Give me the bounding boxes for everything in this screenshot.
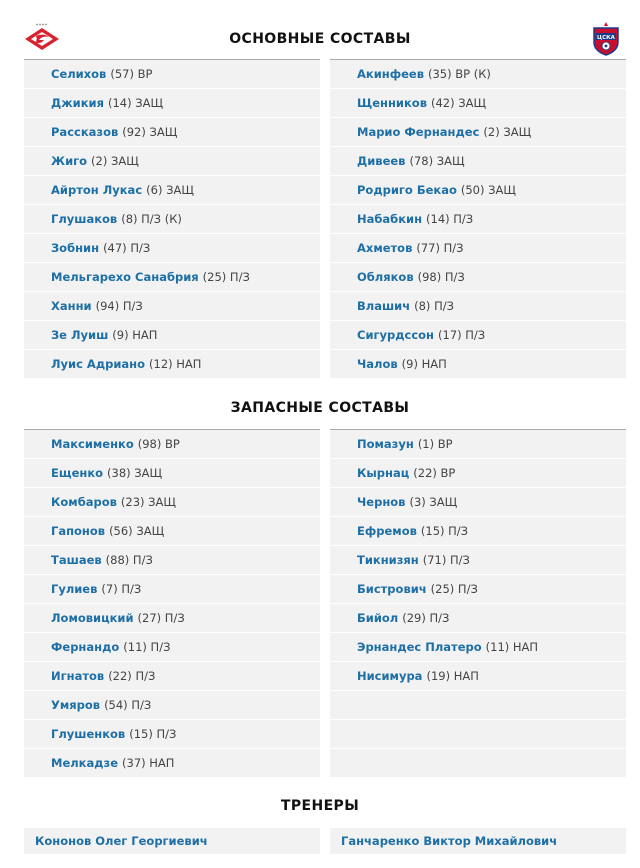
player-name-link[interactable]: Комбаров [51,495,117,509]
player-number-position: (57) ВР [110,67,153,81]
player-name-link[interactable]: Дивеев [357,154,406,168]
player-row [24,292,320,320]
player-row [330,350,626,378]
player-name-link[interactable]: Кырнац [357,466,410,480]
player-number-position: (35) ВР (К) [428,67,491,81]
player-number-position: (38) ЗАЩ [107,466,163,480]
player-number-position: (94) П/З [95,299,143,313]
player-row [24,662,320,690]
player-row [24,263,320,291]
player-number-position: (12) НАП [149,357,202,371]
player-row [330,662,626,690]
player-name-link[interactable]: Игнатов [51,669,105,683]
home-coach-link[interactable]: Кононов Олег Георгиевич [24,828,320,854]
player-row [24,749,320,777]
player-row [24,546,320,574]
player-number-position: (22) П/З [108,669,156,683]
player-row [24,430,320,458]
player-number-position: (11) П/З [123,640,171,654]
player-number-position: (9) НАП [401,357,447,371]
player-name-link[interactable]: Щенников [357,96,427,110]
player-name-link[interactable]: Марио Фернандес [357,125,480,139]
player-number-position: (15) П/З [129,727,177,741]
player-name-link[interactable]: Умяров [51,698,101,712]
player-name-link[interactable]: Сигурдссон [357,328,435,342]
player-number-position: (29) П/З [402,611,450,625]
player-number-position: (15) П/З [420,524,469,538]
player-number-position: (25) П/З [430,582,478,596]
starting-lineups-title: ОСНОВНЫЕ СОСТАВЫ [229,31,411,47]
player-row [330,205,626,233]
player-name-link[interactable]: Глушенков [51,727,126,741]
player-name-link[interactable]: Чалов [357,357,398,371]
player-number-position: (9) НАП [112,328,158,342]
player-row [24,517,320,545]
player-name-link[interactable]: Родриго Бекао [357,183,457,197]
player-name-link[interactable]: Бистрович [357,582,427,596]
player-name-link[interactable]: Ефремов [357,524,417,538]
player-name-link[interactable]: Глушаков [51,212,118,226]
player-row [24,118,320,146]
player-number-position: (71) П/З [422,553,470,567]
player-row [24,60,320,88]
player-row [330,234,626,262]
player-row [330,430,626,458]
player-row [330,459,626,487]
player-row [24,720,320,748]
player-row [330,292,626,320]
player-name-link[interactable]: Зобнин [51,241,100,255]
empty-row [330,720,626,748]
player-row [24,147,320,175]
away-starting-list [330,59,626,379]
player-number-position: (77) П/З [416,241,464,255]
player-number-position: (56) ЗАЩ [109,524,165,538]
player-row [330,60,626,88]
player-number-position: (42) ЗАЩ [430,96,487,110]
player-number-position: (50) ЗАЩ [460,183,516,197]
player-row [24,488,320,516]
player-number-position: (7) П/З [101,582,142,596]
player-name-link[interactable]: Фернандо [51,640,120,654]
player-number-position: (78) ЗАЩ [409,154,465,168]
player-row [24,691,320,719]
player-row [330,575,626,603]
player-name-link[interactable]: Нисимура [357,669,423,683]
player-row [24,205,320,233]
player-number-position: (11) НАП [485,640,539,654]
player-number-position: (1) ВР [417,437,453,451]
player-row [24,350,320,378]
home-starting-list [24,59,320,379]
player-number-position: (2) ЗАЩ [91,154,139,168]
player-name-link[interactable]: Бийол [357,611,399,625]
player-row [330,517,626,545]
svg-text:ЦСКА: ЦСКА [597,35,615,41]
player-number-position: (2) ЗАЩ [483,125,532,139]
player-number-position: (23) ЗАЩ [120,495,176,509]
empty-row [330,749,626,777]
player-name-link[interactable]: Мелкадзе [51,756,119,770]
substitutes-title: ЗАПАСНЫЕ СОСТАВЫ [230,400,410,416]
player-row [24,459,320,487]
player-name-link[interactable]: Максименко [51,437,134,451]
player-row [330,488,626,516]
player-name-link[interactable]: Айртон Лукас [51,183,143,197]
player-row [330,546,626,574]
player-number-position: (6) ЗАЩ [146,183,194,197]
player-number-position: (22) ВР [413,466,456,480]
player-name-link[interactable]: Тикнизян [357,553,419,567]
player-number-position: (17) П/З [438,328,486,342]
player-row [24,89,320,117]
player-name-link[interactable]: Луис Адриано [51,357,146,371]
player-number-position: (47) П/З [103,241,151,255]
player-number-position: (98) ВР [137,437,180,451]
player-row [24,176,320,204]
player-row [24,575,320,603]
player-name-link[interactable]: Ещенко [51,466,104,480]
player-row [24,633,320,661]
player-name-link[interactable]: Мельгарехо Санабрия [51,270,199,284]
player-number-position: (37) НАП [122,756,175,770]
player-name-link[interactable]: Гапонов [51,524,106,538]
player-name-link[interactable]: Ташаев [51,553,102,567]
player-name-link[interactable]: Селихов [51,67,107,81]
player-number-position: (54) П/З [104,698,152,712]
player-name-link[interactable]: Ахметов [357,241,413,255]
player-number-position: (14) П/З [426,212,474,226]
player-row [330,263,626,291]
player-row [24,321,320,349]
player-row [330,89,626,117]
player-name-link[interactable]: Эрнандес Платеро [357,640,482,654]
player-name-link[interactable]: Ломовицкий [51,611,134,625]
player-name-link[interactable]: Зе Луиш [51,328,109,342]
player-row [24,234,320,262]
player-name-link[interactable]: Рассказов [51,125,119,139]
home-subs-list [24,429,320,778]
player-name-link[interactable]: Джикия [51,96,104,110]
player-number-position: (14) ЗАЩ [108,96,164,110]
player-number-position: (92) ЗАЩ [122,125,178,139]
player-number-position: (25) П/З [202,270,250,284]
player-number-position: (98) П/З [417,270,465,284]
player-row [24,604,320,632]
player-name-link[interactable]: Чернов [357,495,406,509]
player-row [330,147,626,175]
player-name-link[interactable]: Жиго [51,154,88,168]
player-name-link[interactable]: Ханни [51,299,92,313]
player-number-position: (8) П/З [414,299,454,313]
player-number-position: (3) ЗАЩ [409,495,458,509]
player-name-link[interactable]: Гулиев [51,582,98,596]
player-name-link[interactable]: Помазун [357,437,414,451]
player-row [330,633,626,661]
player-number-position: (88) П/З [105,553,153,567]
away-subs-list [330,429,626,778]
player-number-position: (27) П/З [137,611,185,625]
coaches-title: ТРЕНЕРЫ [280,798,360,814]
player-name-link[interactable]: Набабкин [357,212,423,226]
away-coach-link[interactable]: Ганчаренко Виктор Михайлович [330,828,626,854]
player-row [330,604,626,632]
player-name-link[interactable]: Обляков [357,270,414,284]
player-name-link[interactable]: Влашич [357,299,411,313]
player-name-link[interactable]: Акинфеев [357,67,424,81]
player-row [330,176,626,204]
player-row [330,118,626,146]
player-row [330,321,626,349]
player-number-position: (8) П/З (К) [121,212,182,226]
empty-row [330,691,626,719]
player-number-position: (19) НАП [426,669,479,683]
